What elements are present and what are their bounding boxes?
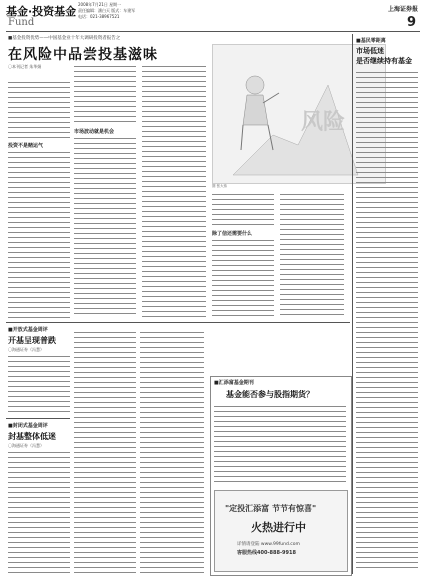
open-fund-byline: 〇海通证券（冯慧） <box>8 347 44 352</box>
section-title: 基金·投资基金 <box>6 5 77 18</box>
ad-slogan-2: 火热进行中 <box>251 521 306 534</box>
closed-fund-section-label: ■封闭式基金周评 <box>8 423 48 429</box>
open-fund-section-label: ■开放式基金周评 <box>8 327 48 333</box>
article-text-block <box>142 64 206 318</box>
section-rule <box>6 418 70 419</box>
side-headline: 市场低迷 <box>356 46 384 55</box>
info-line: 2008年7月21日 星期一 <box>78 2 122 7</box>
article-byline: 〇本刊记者 朱华娟 <box>8 64 42 69</box>
article-text-block <box>212 238 274 318</box>
article-text-block <box>212 192 274 228</box>
article-text-block <box>8 150 70 318</box>
ad-phone: 客服热线400-888-9918 <box>237 550 296 556</box>
journal-section-label: ■汇添富基金期刊 <box>214 380 254 386</box>
info-line: 电话：021-38967521 <box>78 14 120 19</box>
ad-url[interactable]: 详情请登陆 www.99fund.com <box>237 542 300 547</box>
info-line: 责任编辑：潘白天 版式：车建军 <box>78 8 136 13</box>
header-rule <box>6 31 420 32</box>
ad-slogan: "定投汇添富 节节有惊喜" <box>225 504 317 513</box>
fund-label: Fund <box>8 17 35 28</box>
paper-name: 上海证券报 <box>387 6 418 13</box>
closed-fund-title: 封基整体低迷 <box>8 431 56 441</box>
closed-fund-byline: 〇海通证券（冯慧） <box>8 443 44 448</box>
illustration-word: 风险 <box>301 110 346 135</box>
page-number: 9 <box>406 15 416 30</box>
journal-title: 基金能否参与股指期货？ <box>226 389 314 399</box>
article-headline: 在风险中品尝投基滋味 <box>8 47 158 63</box>
advertisement[interactable] <box>214 490 348 572</box>
column-divider <box>352 34 353 574</box>
fund-review-text <box>74 330 136 574</box>
article-subhead: 除了信还需要什么 <box>212 231 253 237</box>
section-rule <box>6 322 350 323</box>
open-fund-text <box>8 354 70 414</box>
side-section-label: ■基民零距离 <box>356 38 386 44</box>
article-text-block <box>74 64 136 126</box>
journal-text <box>214 404 346 486</box>
closed-fund-text <box>8 450 70 574</box>
side-text-block <box>356 70 418 570</box>
open-fund-title: 开基呈现普跌 <box>8 335 56 345</box>
side-headline: 是否继续持有基金 <box>356 56 412 65</box>
article-subhead: 市场波动就是机会 <box>74 129 115 135</box>
fund-review-text <box>140 330 204 574</box>
article-text-block <box>280 192 344 318</box>
article-text-block <box>8 80 70 140</box>
article-text-block <box>74 136 136 318</box>
illustration-caption: 图 张大伟 <box>212 184 228 188</box>
article-subhead: 投资不是赌运气 <box>8 143 44 149</box>
header-info <box>78 2 278 20</box>
article-kicker: ■基金投资优势——中国基金业十年大调研投资者报告之 <box>8 36 121 41</box>
